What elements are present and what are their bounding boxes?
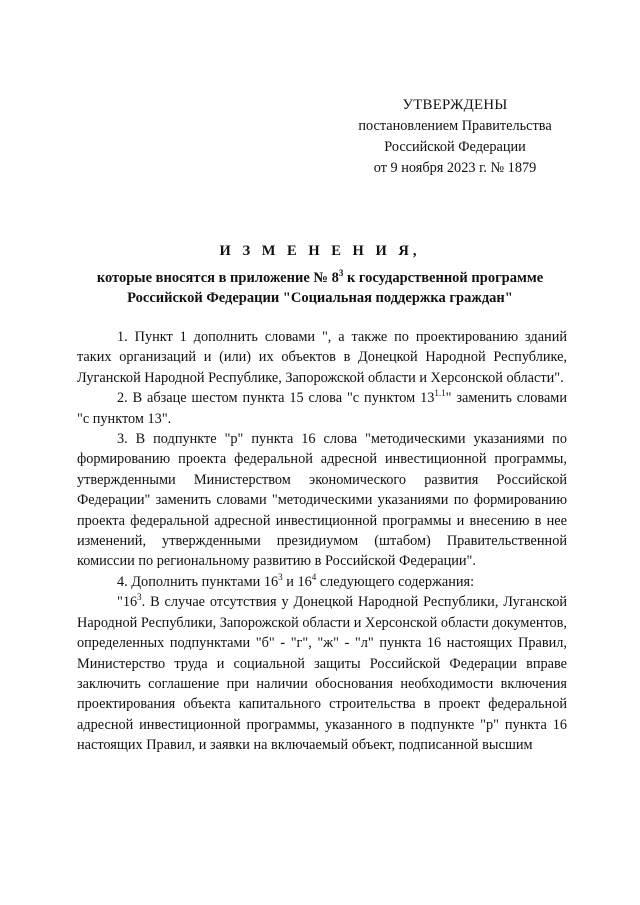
subtitle-part-2: к государственной программе bbox=[343, 270, 544, 286]
paragraph-4-part-a: 4. Дополнить пунктами 16 bbox=[117, 573, 279, 590]
approval-line-2: Российской Федерации bbox=[384, 139, 526, 155]
paragraph-4-part-b: и 16 bbox=[282, 573, 312, 590]
paragraph-4 bbox=[77, 572, 567, 592]
paragraph-4-superscript-1: 3 bbox=[278, 572, 283, 583]
subtitle-line-2: Российской Федерации "Социальная поддержка граждан" bbox=[127, 290, 513, 306]
paragraph-5-part-b: . В случае отсутствия у Донецкой Народной Республики, Луганской Народной Республики, Запорожской области и Херсонской области документов, определенных подпунктами "б" - "г", "ж" - "л" пункта 16 настоящих Правил, Министерство труда и социальной защиты Российской Федерации вправе заключить соглашение при наличии обоснования необходимости включения проектирования объекта капитального строительства в проект федеральной адресной инвестиционной программы, указанного в подпункте "р" пункта 16 настоящих Правил, и заявки на включаемый объект, подписанной высшим bbox=[77, 594, 567, 754]
paragraph-2 bbox=[77, 388, 567, 429]
approval-stamp-block bbox=[350, 95, 560, 179]
document-body bbox=[77, 327, 567, 756]
paragraph-3: 3. В подпункте "р" пункта 16 слова "методическими указаниями по формированию проекта федеральной адресной инвестиционной программы, утвержденными Министерством экономического развития Российской Федерации" заменить словами "методическими указаниями по формированию проекта федеральной адресной инвестиционной программы и внесению в нее изменений, утвержденными президиумом (штабом) Правительственной комиссии по региональному развитию в Российской Федерации". bbox=[77, 431, 567, 570]
document-subtitle bbox=[60, 268, 580, 308]
paragraph-4-part-c: следующего содержания: bbox=[316, 573, 475, 590]
paragraph-5-superscript: 3 bbox=[137, 592, 142, 603]
paragraph-5 bbox=[77, 592, 567, 755]
paragraph-2-superscript: 1.1 bbox=[434, 388, 446, 399]
paragraph-5-part-a: "16 bbox=[117, 594, 138, 611]
paragraph-2-part-b: " заменить словами "с пунктом 13". bbox=[77, 390, 567, 427]
document-title: И З М Е Н Е Н И Я, bbox=[219, 243, 421, 259]
paragraph-4-superscript-2: 4 bbox=[311, 572, 317, 583]
approval-line-3: от 9 ноября 2023 г. № 1879 bbox=[373, 160, 537, 176]
paragraph-1: 1. Пункт 1 дополнить словами ", а также по проектированию зданий таких организаций и (или) их объектов в Донецкой Народной Республике, Луганской Народной Республике, Запорожской области и Херсонской области". bbox=[77, 329, 567, 386]
approval-line-1: постановлением Правительства bbox=[358, 118, 552, 134]
subtitle-part-1: которые вносятся в приложение № 8 bbox=[96, 270, 339, 286]
subtitle-superscript: 3 bbox=[338, 268, 344, 279]
approval-heading: УТВЕРЖДЕНЫ bbox=[402, 97, 508, 113]
paragraph-2-part-a: 2. В абзаце шестом пункта 15 слова "с пунктом 13 bbox=[117, 390, 435, 407]
